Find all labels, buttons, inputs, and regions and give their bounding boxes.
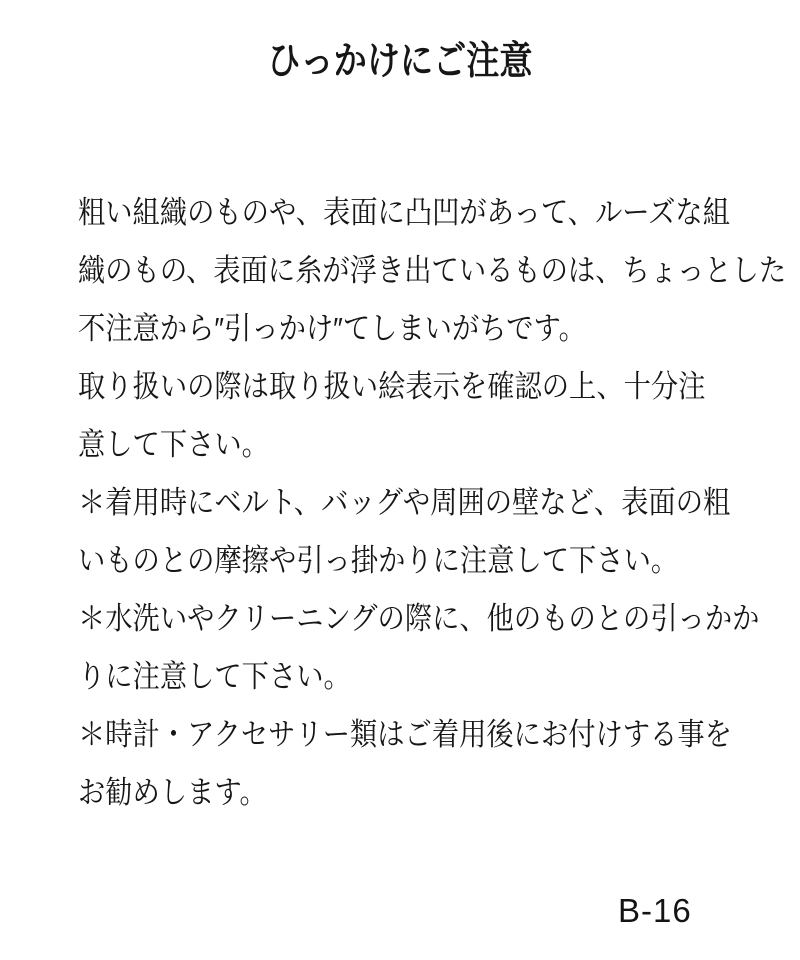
page-number: B-16: [618, 892, 692, 929]
body-line: お勧めします。: [78, 775, 267, 810]
body-text: [78, 184, 787, 822]
body-line: 織のもの、表面に糸が浮き出ているものは、ちょっとした: [78, 253, 787, 288]
body-line: ＊時計・アクセサリー類はご着用後にお付けする事を: [78, 717, 732, 752]
body-line: ＊水洗いやクリーニングの際に、他のものとの引っかか: [78, 601, 760, 636]
body-line: 不注意から″引っかけ″てしまいがちです。: [78, 311, 586, 346]
page-title: ひっかけにご注意: [267, 40, 533, 83]
body-line: 取り扱いの際は取り扱い絵表示を確認の上、十分注: [78, 369, 706, 404]
body-line: ＊着用時にベルト、バッグや周囲の壁など、表面の粗: [78, 485, 731, 520]
body-line: いものとの摩擦や引っ掛かりに注意して下さい。: [78, 543, 679, 578]
body-line: りに注意して下さい。: [78, 659, 351, 694]
body-line: 粗い組織のものや、表面に凸凹があって、ルーズな組: [78, 195, 730, 230]
body-line: 意して下さい。: [78, 427, 269, 462]
